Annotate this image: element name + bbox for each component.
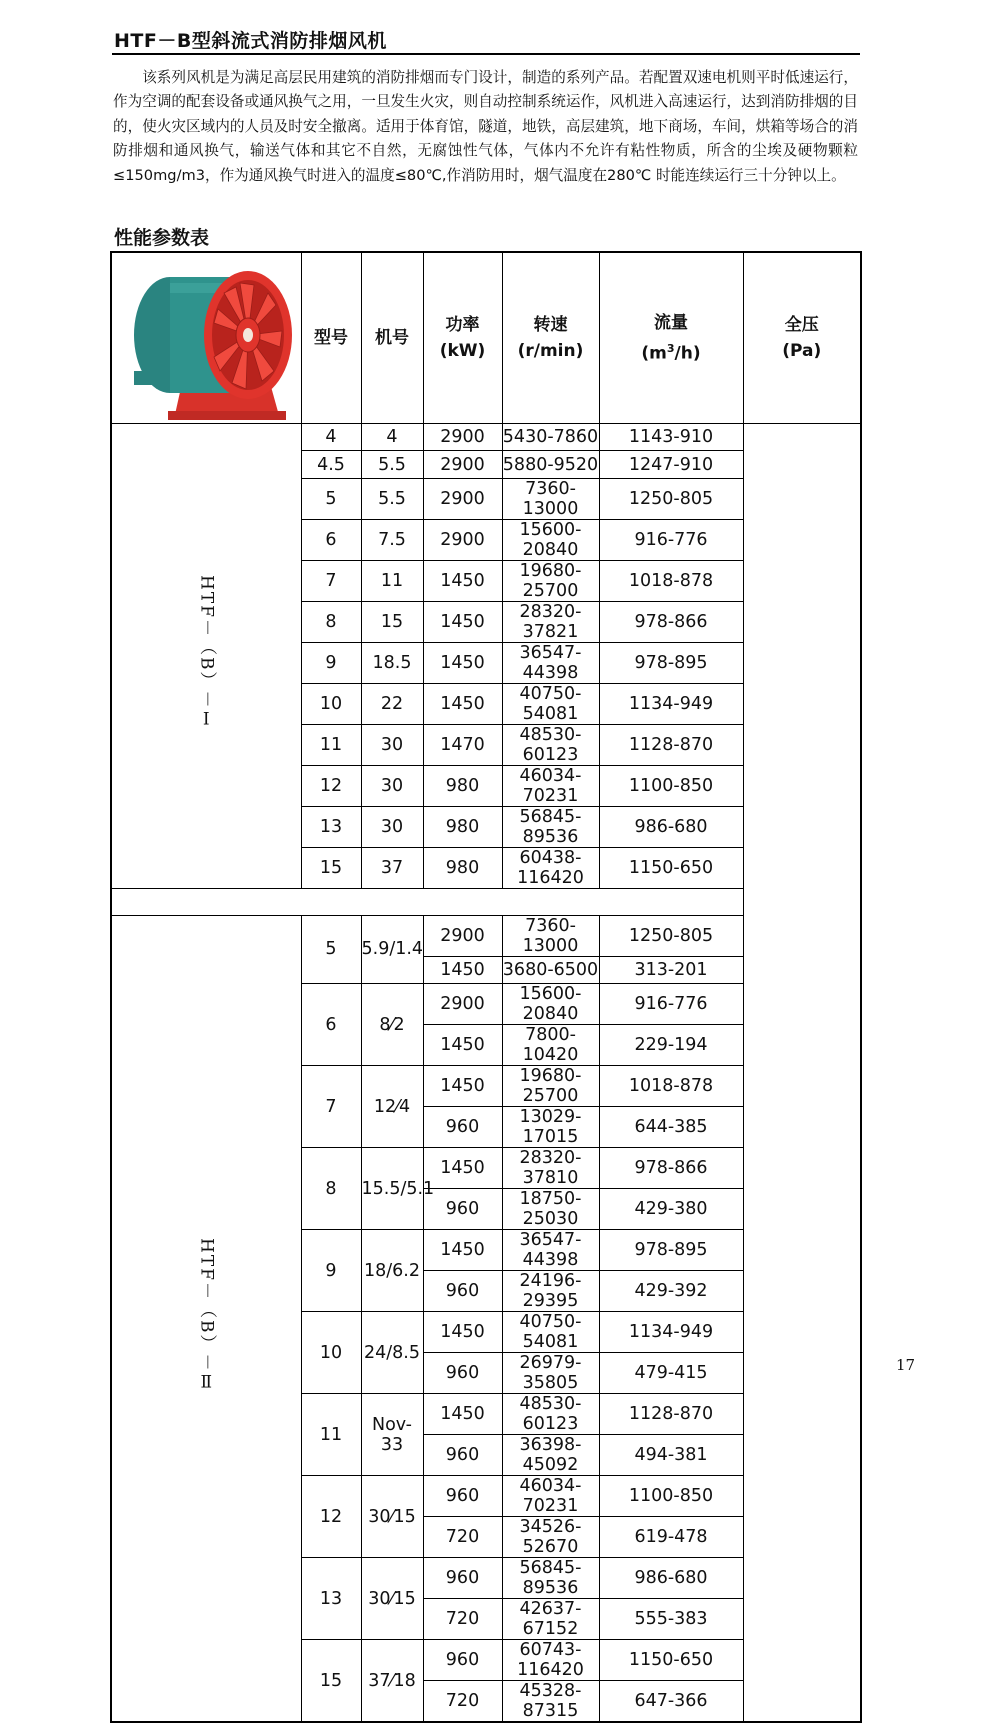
cell-speed: 2900 (423, 424, 502, 451)
cell-flow: 36547-44398 (502, 642, 599, 683)
cell-power: 30 (361, 765, 423, 806)
cell-pressure: 1100-850 (599, 1476, 743, 1517)
cell-speed: 1470 (423, 724, 502, 765)
page-number: 17 (896, 1356, 916, 1374)
table-row (111, 424, 861, 451)
cell-speed: 720 (423, 1599, 502, 1640)
cell-flow: 36547-44398 (502, 1230, 599, 1271)
cell-pressure: 1134-949 (599, 1312, 743, 1353)
cell-speed: 960 (423, 1435, 502, 1476)
cell-flow: 15600-20840 (502, 519, 599, 560)
cell-flow: 48530-60123 (502, 724, 599, 765)
cell-machine-no: 13 (301, 1558, 361, 1640)
cell-flow: 5430-7860 (502, 424, 599, 451)
cell-power: 5.9/1.4 (361, 915, 423, 983)
cell-power: 30 (361, 806, 423, 847)
cell-power: 15 (361, 601, 423, 642)
cell-pressure: 1150-650 (599, 1640, 743, 1681)
cell-speed: 1450 (423, 560, 502, 601)
cell-pressure: 986-680 (599, 1558, 743, 1599)
cell-speed: 1450 (423, 956, 502, 983)
cell-flow: 28320-37821 (502, 601, 599, 642)
table-row (111, 915, 861, 956)
cell-pressure: 1128-870 (599, 1394, 743, 1435)
cell-flow: 46034-70231 (502, 1476, 599, 1517)
cell-pressure: 647-366 (599, 1681, 743, 1723)
cell-speed: 1450 (423, 642, 502, 683)
cell-speed: 720 (423, 1517, 502, 1558)
cell-flow: 56845-89536 (502, 1558, 599, 1599)
cell-power: 15.5/5.1 (361, 1148, 423, 1230)
model-label-group2: HTF－（B）－Ⅱ (196, 1237, 217, 1395)
cell-pressure: 555-383 (599, 1599, 743, 1640)
cell-pressure: 644-385 (599, 1107, 743, 1148)
fan-image (120, 253, 292, 423)
cell-flow: 45328-87315 (502, 1681, 599, 1723)
header-flow: 流量 $(m^3/h)$ (599, 252, 743, 424)
cell-machine-no: 12 (301, 765, 361, 806)
cell-flow: 15600-20840 (502, 984, 599, 1025)
cell-power: 22 (361, 683, 423, 724)
cell-speed: 1450 (423, 1148, 502, 1189)
cell-speed: 960 (423, 1640, 502, 1681)
cell-power: 30⁄15 (361, 1558, 423, 1640)
cell-machine-no: 7 (301, 560, 361, 601)
cell-power: 8⁄2 (361, 984, 423, 1066)
cell-flow: 7800-10420 (502, 1025, 599, 1066)
cell-power: 5.5 (361, 478, 423, 519)
cell-power: 12⁄4 (361, 1066, 423, 1148)
cell-flow: 18750-25030 (502, 1189, 599, 1230)
cell-pressure: 1250-805 (599, 915, 743, 956)
header-machine-no: 机号 (361, 252, 423, 424)
cell-power: 30⁄15 (361, 1476, 423, 1558)
cell-flow: 3680-6500 (502, 956, 599, 983)
cell-speed: 2900 (423, 451, 502, 478)
cell-speed: 1450 (423, 601, 502, 642)
cell-machine-no: 11 (301, 1394, 361, 1476)
cell-speed: 2900 (423, 519, 502, 560)
cell-power: 5.5 (361, 451, 423, 478)
cell-speed: 960 (423, 1271, 502, 1312)
cell-pressure: 1250-805 (599, 478, 743, 519)
header-pressure: 全压 (Pa) (743, 252, 861, 424)
cell-machine-no: 10 (301, 1312, 361, 1394)
cell-flow: 46034-70231 (502, 765, 599, 806)
cell-power: Nov-33 (361, 1394, 423, 1476)
cell-flow: 5880-9520 (502, 451, 599, 478)
header-power: 功率 (kW) (423, 252, 502, 424)
cell-machine-no: 12 (301, 1476, 361, 1558)
cell-flow: 36398-45092 (502, 1435, 599, 1476)
cell-flow: 13029-17015 (502, 1107, 599, 1148)
model-label-group1: HTF－（B）－Ⅰ (196, 575, 217, 732)
cell-speed: 1450 (423, 1066, 502, 1107)
cell-power: 4 (361, 424, 423, 451)
cell-speed: 1450 (423, 1230, 502, 1271)
cell-pressure: 229-194 (599, 1025, 743, 1066)
cell-pressure: 916-776 (599, 519, 743, 560)
cell-machine-no: 15 (301, 847, 361, 888)
cell-pressure: 916-776 (599, 984, 743, 1025)
cell-flow: 56845-89536 (502, 806, 599, 847)
spacer-cell (111, 888, 743, 915)
cell-speed: 980 (423, 765, 502, 806)
cell-flow: 7360-13000 (502, 915, 599, 956)
cell-pressure: 1134-949 (599, 683, 743, 724)
cell-pressure: 1100-850 (599, 765, 743, 806)
cell-speed: 960 (423, 1107, 502, 1148)
cell-power: 11 (361, 560, 423, 601)
cell-flow: 28320-37810 (502, 1148, 599, 1189)
cell-power: 7.5 (361, 519, 423, 560)
cell-machine-no: 5 (301, 478, 361, 519)
cell-pressure: 1247-910 (599, 451, 743, 478)
cell-pressure: 1018-878 (599, 1066, 743, 1107)
cell-flow: 60438-116420 (502, 847, 599, 888)
cell-machine-no: 8 (301, 601, 361, 642)
table-spacer-row (111, 888, 861, 915)
cell-flow: 34526-52670 (502, 1517, 599, 1558)
cell-speed: 980 (423, 847, 502, 888)
cell-pressure: 978-895 (599, 642, 743, 683)
cell-power: 24/8.5 (361, 1312, 423, 1394)
model-cell-group1 (111, 424, 301, 889)
cell-speed: 2900 (423, 478, 502, 519)
cell-flow: 42637-67152 (502, 1599, 599, 1640)
cell-pressure: 479-415 (599, 1353, 743, 1394)
cell-flow: 60743-116420 (502, 1640, 599, 1681)
cell-pressure: 429-392 (599, 1271, 743, 1312)
cell-machine-no: 4 (301, 424, 361, 451)
cell-speed: 1450 (423, 1394, 502, 1435)
cell-speed: 980 (423, 806, 502, 847)
intro-paragraph: 该系列风机是为满足高层民用建筑的消防排烟而专门设计，制造的系列产品。若配置双速电机则平时低速运行，作为空调的配套设备或通风换气之用，一旦发生火灾，则自动控制系统运作，风机进入高速运行，达到消防排烟的目的，使火灾区域内的人员及时安全撤离。适用于体育馆，隧道，地铁，高层建筑，地下商场，车间，烘箱等场合的消防排烟和通风换气，输送气体和其它不自然，无腐蚀性气体，气体内不允许有粘性物质，所含的尘埃及硬物颗粒≤150mg/m3，作为通风换气时进入的温度≤80℃,作消防用时，烟气温度在280℃ 时能连续运行三十分钟以上。 (113, 69, 858, 184)
cell-machine-no: 13 (301, 806, 361, 847)
cell-speed: 1450 (423, 1312, 502, 1353)
cell-machine-no: 10 (301, 683, 361, 724)
cell-pressure: 1018-878 (599, 560, 743, 601)
title-divider (112, 53, 860, 55)
cell-speed: 2900 (423, 915, 502, 956)
cell-pressure: 1143-910 (599, 424, 743, 451)
cell-machine-no: 7 (301, 1066, 361, 1148)
cell-flow: 19680-25700 (502, 1066, 599, 1107)
cell-speed: 1450 (423, 1025, 502, 1066)
cell-machine-no: 6 (301, 519, 361, 560)
cell-machine-no: 4.5 (301, 451, 361, 478)
performance-table (110, 251, 862, 1723)
cell-speed: 960 (423, 1558, 502, 1599)
cell-flow: 48530-60123 (502, 1394, 599, 1435)
cell-speed: 2900 (423, 984, 502, 1025)
cell-speed: 960 (423, 1189, 502, 1230)
cell-power: 18.5 (361, 642, 423, 683)
product-photo-cell (111, 252, 301, 424)
cell-flow: 24196-29395 (502, 1271, 599, 1312)
cell-power: 37⁄18 (361, 1640, 423, 1723)
cell-pressure: 429-380 (599, 1189, 743, 1230)
cell-power: 18/6.2 (361, 1230, 423, 1312)
cell-pressure: 1128-870 (599, 724, 743, 765)
cell-flow: 7360-13000 (502, 478, 599, 519)
cell-speed: 960 (423, 1353, 502, 1394)
cell-pressure: 494-381 (599, 1435, 743, 1476)
section-title: 性能参数表 (114, 227, 210, 249)
cell-flow: 40750-54081 (502, 1312, 599, 1353)
cell-machine-no: 11 (301, 724, 361, 765)
cell-machine-no: 5 (301, 915, 361, 983)
cell-pressure: 978-866 (599, 1148, 743, 1189)
cell-power: 37 (361, 847, 423, 888)
cell-power: 30 (361, 724, 423, 765)
cell-speed: 1450 (423, 683, 502, 724)
cell-pressure: 978-895 (599, 1230, 743, 1271)
table-header-row (111, 252, 861, 424)
cell-machine-no: 6 (301, 984, 361, 1066)
cell-machine-no: 9 (301, 1230, 361, 1312)
cell-pressure: 1150-650 (599, 847, 743, 888)
page-title: HTF－B型斜流式消防排烟风机 (114, 30, 387, 52)
cell-speed: 720 (423, 1681, 502, 1723)
header-model: 型号 (301, 252, 361, 424)
cell-machine-no: 9 (301, 642, 361, 683)
cell-pressure: 619-478 (599, 1517, 743, 1558)
cell-pressure: 986-680 (599, 806, 743, 847)
cell-machine-no: 15 (301, 1640, 361, 1723)
cell-flow: 19680-25700 (502, 560, 599, 601)
model-cell-group2 (111, 915, 301, 1722)
cell-pressure: 978-866 (599, 601, 743, 642)
cell-flow: 40750-54081 (502, 683, 599, 724)
cell-machine-no: 8 (301, 1148, 361, 1230)
cell-speed: 960 (423, 1476, 502, 1517)
cell-pressure: 313-201 (599, 956, 743, 983)
cell-flow: 26979-35805 (502, 1353, 599, 1394)
header-speed: 转速 (r/min) (502, 252, 599, 424)
